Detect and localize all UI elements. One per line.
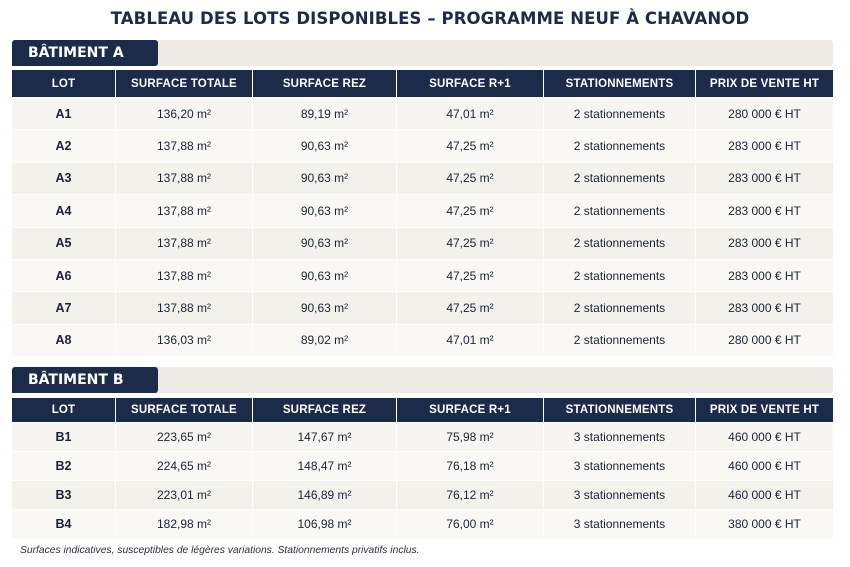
cell-surface-r1: 76,00 m² xyxy=(397,509,544,538)
cell-surface-r1: 47,25 m² xyxy=(397,129,544,161)
column-header-surface-totale: SURFACE TOTALE xyxy=(116,70,253,97)
table-row xyxy=(12,291,833,323)
cell-stationnements: 3 stationnements xyxy=(544,509,696,538)
cell-surface-r1: 76,12 m² xyxy=(397,480,544,509)
cell-prix-de-vente: 283 000 € HT xyxy=(696,259,833,291)
table-row xyxy=(12,97,833,129)
cell-surface-totale: 224,65 m² xyxy=(116,451,253,480)
cell-surface-r1: 75,98 m² xyxy=(397,422,544,451)
lots-table xyxy=(12,70,833,356)
cell-stationnements: 2 stationnements xyxy=(544,162,696,194)
section-batiment-b xyxy=(12,367,833,538)
table-row xyxy=(12,480,833,509)
table-row xyxy=(12,451,833,480)
table-row xyxy=(12,162,833,194)
table-row xyxy=(12,194,833,226)
cell-prix-de-vente: 460 000 € HT xyxy=(696,480,833,509)
column-header-surface-rez: SURFACE REZ xyxy=(253,398,397,422)
cell-lot: A4 xyxy=(12,194,116,226)
section-title: BÂTIMENT B xyxy=(12,367,158,393)
cell-surface-totale: 182,98 m² xyxy=(116,509,253,538)
cell-stationnements: 3 stationnements xyxy=(544,451,696,480)
cell-stationnements: 3 stationnements xyxy=(544,422,696,451)
cell-prix-de-vente: 280 000 € HT xyxy=(696,324,833,356)
cell-prix-de-vente: 460 000 € HT xyxy=(696,422,833,451)
cell-lot: A7 xyxy=(12,291,116,323)
cell-lot: A8 xyxy=(12,324,116,356)
table-row xyxy=(12,324,833,356)
lots-table xyxy=(12,398,833,538)
cell-stationnements: 2 stationnements xyxy=(544,324,696,356)
cell-stationnements: 2 stationnements xyxy=(544,97,696,129)
cell-surface-r1: 47,25 m² xyxy=(397,162,544,194)
cell-surface-totale: 137,88 m² xyxy=(116,129,253,161)
column-header-surface-totale: SURFACE TOTALE xyxy=(116,398,253,422)
cell-lot: A5 xyxy=(12,227,116,259)
cell-surface-totale: 223,01 m² xyxy=(116,480,253,509)
table-row xyxy=(12,259,833,291)
column-header-surface-rez: SURFACE REZ xyxy=(253,70,397,97)
table-row xyxy=(12,227,833,259)
column-header-lot: LOT xyxy=(12,398,116,422)
cell-lot: A3 xyxy=(12,162,116,194)
cell-surface-r1: 47,01 m² xyxy=(397,324,544,356)
column-header-prix-de-vente: PRIX DE VENTE HT xyxy=(696,398,833,422)
cell-surface-rez: 148,47 m² xyxy=(253,451,397,480)
table-row xyxy=(12,422,833,451)
cell-stationnements: 2 stationnements xyxy=(544,259,696,291)
table-row xyxy=(12,129,833,161)
table-row xyxy=(12,509,833,538)
column-header-stationnements: STATIONNEMENTS xyxy=(544,70,696,97)
column-header-lot: LOT xyxy=(12,70,116,97)
cell-prix-de-vente: 280 000 € HT xyxy=(696,97,833,129)
table-header-row xyxy=(12,70,833,97)
cell-surface-totale: 136,20 m² xyxy=(116,97,253,129)
table-header-row xyxy=(12,398,833,422)
column-header-prix-de-vente: PRIX DE VENTE HT xyxy=(696,70,833,97)
cell-stationnements: 3 stationnements xyxy=(544,480,696,509)
section-header xyxy=(12,367,833,393)
cell-surface-rez: 89,19 m² xyxy=(253,97,397,129)
column-header-stationnements: STATIONNEMENTS xyxy=(544,398,696,422)
section-title: BÂTIMENT A xyxy=(12,40,158,66)
cell-surface-totale: 137,88 m² xyxy=(116,291,253,323)
cell-lot: B4 xyxy=(12,509,116,538)
cell-surface-r1: 47,25 m² xyxy=(397,227,544,259)
cell-prix-de-vente: 283 000 € HT xyxy=(696,162,833,194)
cell-surface-totale: 136,03 m² xyxy=(116,324,253,356)
cell-prix-de-vente: 283 000 € HT xyxy=(696,194,833,226)
section-batiment-a xyxy=(12,40,833,356)
cell-surface-totale: 223,65 m² xyxy=(116,422,253,451)
cell-prix-de-vente: 283 000 € HT xyxy=(696,227,833,259)
cell-lot: A1 xyxy=(12,97,116,129)
cell-stationnements: 2 stationnements xyxy=(544,129,696,161)
cell-prix-de-vente: 460 000 € HT xyxy=(696,451,833,480)
cell-surface-r1: 47,25 m² xyxy=(397,291,544,323)
cell-lot: A2 xyxy=(12,129,116,161)
cell-surface-rez: 90,63 m² xyxy=(253,227,397,259)
cell-surface-rez: 90,63 m² xyxy=(253,291,397,323)
cell-surface-rez: 90,63 m² xyxy=(253,194,397,226)
cell-stationnements: 2 stationnements xyxy=(544,194,696,226)
cell-lot: B2 xyxy=(12,451,116,480)
section-header xyxy=(12,40,833,66)
cell-surface-rez: 89,02 m² xyxy=(253,324,397,356)
footnote: Surfaces indicatives, susceptibles de légères variations. Stationnements privatifs inclus. xyxy=(20,545,420,556)
cell-surface-totale: 137,88 m² xyxy=(116,162,253,194)
column-header-surface-r1: SURFACE R+1 xyxy=(397,398,544,422)
cell-prix-de-vente: 380 000 € HT xyxy=(696,509,833,538)
cell-lot: B3 xyxy=(12,480,116,509)
cell-prix-de-vente: 283 000 € HT xyxy=(696,291,833,323)
column-header-surface-r1: SURFACE R+1 xyxy=(397,70,544,97)
cell-surface-rez: 146,89 m² xyxy=(253,480,397,509)
cell-surface-totale: 137,88 m² xyxy=(116,194,253,226)
cell-surface-rez: 147,67 m² xyxy=(253,422,397,451)
cell-surface-totale: 137,88 m² xyxy=(116,259,253,291)
cell-prix-de-vente: 283 000 € HT xyxy=(696,129,833,161)
page-title: TABLEAU DES LOTS DISPONIBLES – PROGRAMME NEUF À CHAVANOD xyxy=(110,9,750,28)
cell-surface-rez: 90,63 m² xyxy=(253,259,397,291)
cell-surface-r1: 76,18 m² xyxy=(397,451,544,480)
cell-surface-rez: 90,63 m² xyxy=(253,129,397,161)
cell-surface-rez: 106,98 m² xyxy=(253,509,397,538)
cell-surface-totale: 137,88 m² xyxy=(116,227,253,259)
cell-stationnements: 2 stationnements xyxy=(544,291,696,323)
cell-surface-rez: 90,63 m² xyxy=(253,162,397,194)
cell-stationnements: 2 stationnements xyxy=(544,227,696,259)
cell-lot: B1 xyxy=(12,422,116,451)
cell-lot: A6 xyxy=(12,259,116,291)
cell-surface-r1: 47,01 m² xyxy=(397,97,544,129)
cell-surface-r1: 47,25 m² xyxy=(397,259,544,291)
cell-surface-r1: 47,25 m² xyxy=(397,194,544,226)
